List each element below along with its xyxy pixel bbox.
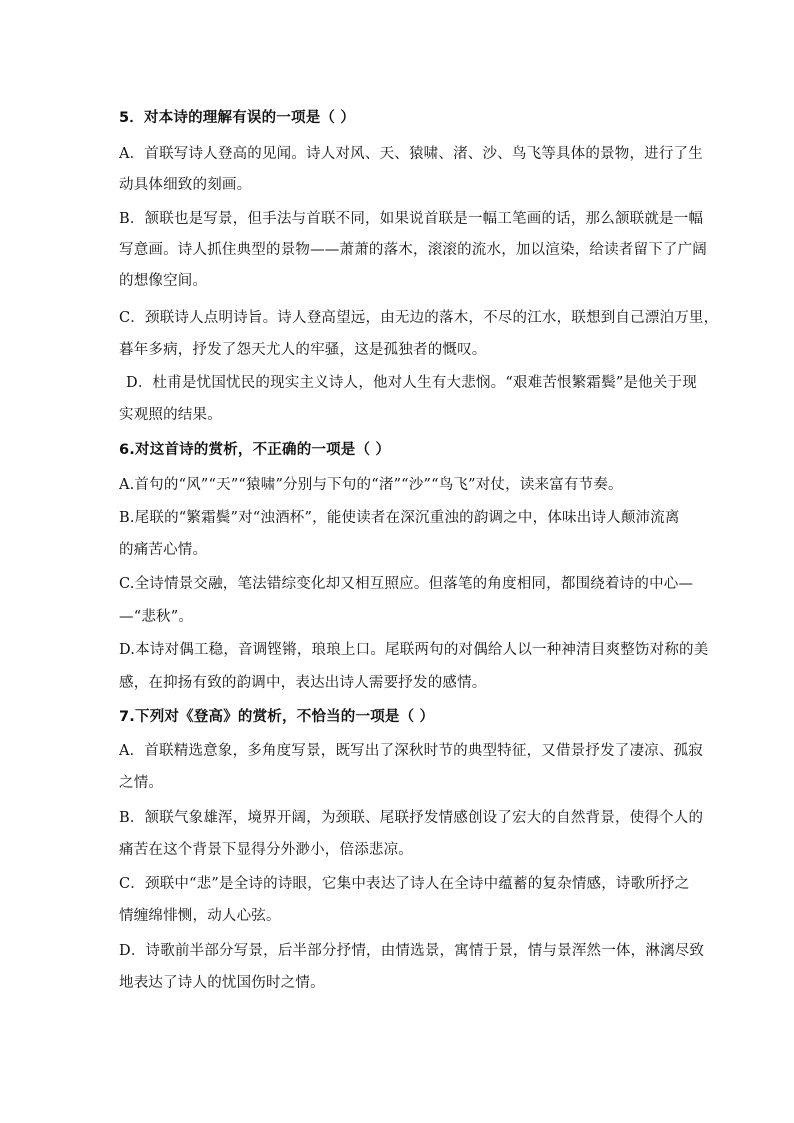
q7-option-a-line-1: A．首联精选意象，多角度写景，既写出了深秋时节的典型特征，又借景抒发了凄凉、孤寂: [119, 743, 703, 759]
question-6-title: 6.对这首诗的赏析，不正确的一项是（ ）: [119, 442, 391, 458]
q7-option-b-line-2: 痛苦在这个背景下显得分外渺小，倍添悲凉。: [119, 842, 413, 858]
q5-option-b-line-1: B．颔联也是写景，但手法与首联不同，如果说首联是一幅工笔画的话，那么颔联就是一幅: [119, 211, 704, 227]
q5-option-a-line-2: 动具体细致的刻画。: [119, 177, 252, 193]
q7-option-b-line-1: B．颔联气象雄浑，境界开阔，为颈联、尾联抒发情感创设了宏大的自然背景，使得个人的: [119, 810, 704, 826]
q7-option-d-line-1: D．诗歌前半部分写景，后半部分抒情，由情选景，寓情于景，情与景浑然一体，淋漓尽致: [119, 943, 705, 959]
q5-option-a-line-1: A．首联写诗人登高的见闻。诗人对风、天、猿啸、渚、沙、鸟飞等具体的景物，进行了生: [119, 146, 703, 162]
q6-option-c-line-1: C.全诗情景交融，笔法错综变化却又相互照应。但落笔的角度相同，都围绕着诗的中心—: [119, 576, 694, 592]
q5-option-b-line-3: 的想像空间。: [119, 273, 208, 289]
q6-option-c-line-2: —“悲秋”。: [119, 609, 194, 625]
q6-option-b-line-2: 的痛苦心情。: [119, 542, 208, 558]
q5-option-c-line-1: C．颈联诗人点明诗旨。诗人登高望远，由无边的落木，不尽的江水，联想到自己漂泊万里，: [119, 310, 719, 326]
q5-option-d-line-2: 实观照的结果。: [119, 407, 222, 423]
q7-option-d-line-2: 地表达了诗人的忧国伤时之情。: [119, 975, 325, 991]
q7-option-a-line-2: 之情。: [119, 775, 164, 791]
question-5-title: 5．对本诗的理解有误的一项是（ ）: [119, 110, 356, 126]
q5-option-d-line-1: D．杜甫是忧国忧民的现实主义诗人，他对人生有大悲悯。“艰难苦恨繁霜鬓”是他关于现: [126, 375, 697, 391]
q7-option-c-line-2: 情缠绵悱恻，动人心弦。: [119, 908, 281, 924]
q7-option-c-line-1: C．颈联中“悲”是全诗的诗眼，它集中表达了诗人在全诗中蕴蓄的复杂情感，诗歌所抒之: [119, 876, 690, 892]
q6-option-a-line-1: A.首句的“风”“天”“猿啸”分别与下句的“渚”“沙”“鸟飞”对仗，读来富有节奏。: [119, 477, 623, 493]
q6-option-d-line-1: D.本诗对偶工稳，音调铿锵，琅琅上口。尾联两句的对偶给人以一种神清目爽整饬对称的美: [119, 642, 709, 658]
question-7-title: 7.下列对《登高》的赏析，不恰当的一项是（ ）: [119, 709, 435, 725]
q5-option-b-line-2: 写意画。诗人抓住典型的景物——萧萧的落木，滚滚的流水，加以渲染，给读者留下了广阔: [119, 242, 707, 258]
q6-option-d-line-2: 感，在抑扬有致的韵调中，表达出诗人需要抒发的感情。: [119, 675, 487, 691]
q6-option-b-line-1: B.尾联的“繁霜鬓”对“浊酒杯”，能使读者在深沉重浊的韵调之中，体味出诗人颠沛流离: [119, 510, 680, 526]
q5-option-c-line-2: 暮年多病，抒发了怨天尤人的牢骚，这是孤独者的慨叹。: [119, 342, 487, 358]
